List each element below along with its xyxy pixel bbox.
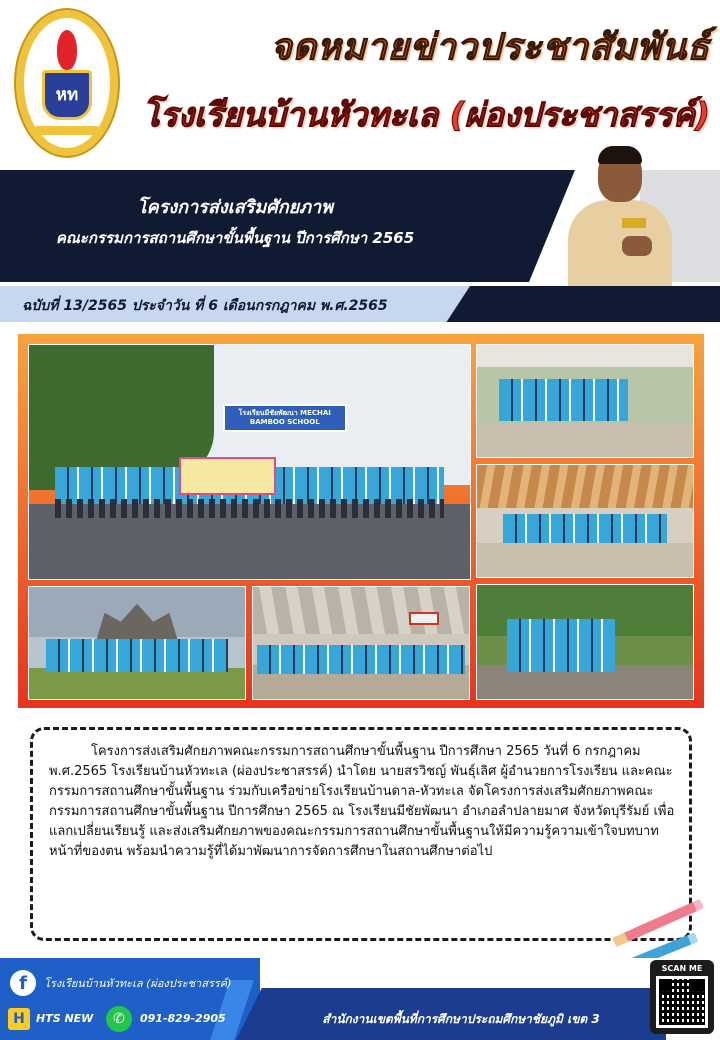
issue-bar bbox=[0, 286, 720, 322]
photo-group-dome bbox=[476, 464, 694, 578]
hts-icon: H bbox=[8, 1008, 30, 1030]
director-portrait bbox=[560, 140, 680, 290]
article-text: โครงการส่งเสริมศักยภาพคณะกรรมการสถานศึกษาขั้นพื้นฐาน ปีการศึกษา 2565 วันที่ 6 กรกฎาคม พ.ศ.2565 โรงเรียนบ้านหัวทะเล (ผ่องประชาสรรค์) นำโดย นายสรวิชญ์ พันธุ์เลิศ ผู้อำนวยการโรงเรียน และคณะกรรมการสถานศึกษาขั้นพื้นฐาน ร่วมกับเครือข่ายโรงเรียนบ้านดาล-หัวทะเล จัดโครงการส่งเสริมศักยภาพคณะกรรมการสถานศึกษาขั้นพื้นฐาน ปีการศึกษา 2565 ณ โรงเรียนมีชัยพัฒนา อำเภอลำปลายมาศ จังหวัดบุรีรัมย์ เพื่อแลกเปลี่ยนเรียนรู้ และส่งเสริมศักยภาพของคณะกรรมการสถานศึกษาขั้นพื้นฐานให้มีความรู้ความเข้าใจบทบาทหน้าที่ของตน พร้อมนำความรู้ที่ได้มาพัฒนาการจัดการศึกษาในสถานศึกษาต่อไป bbox=[49, 744, 675, 859]
phone-icon: ✆ bbox=[106, 1006, 132, 1032]
logo-shield: หท bbox=[42, 70, 92, 120]
photo-activity-table bbox=[476, 344, 694, 458]
phone-number[interactable]: 091-829-2905 bbox=[140, 1012, 226, 1025]
qr-code-icon[interactable] bbox=[656, 976, 708, 1028]
hts-label: HTS NEW bbox=[36, 1012, 94, 1025]
newsletter-title: จดหมายข่าวประชาสัมพันธ์ bbox=[270, 27, 710, 68]
facebook-icon[interactable]: f bbox=[10, 970, 36, 996]
photo-group-ruins bbox=[28, 586, 246, 700]
facebook-page-link[interactable]: โรงเรียนบ้านหัวทะเล (ผ่องประชาสรรค์) bbox=[44, 977, 232, 990]
flame-icon bbox=[57, 30, 77, 70]
photo-collage bbox=[18, 334, 704, 708]
qr-code-block[interactable] bbox=[650, 960, 714, 1034]
photo-group-school-sign bbox=[28, 344, 471, 580]
photo-activity-outdoor bbox=[476, 584, 694, 700]
article-box bbox=[30, 727, 692, 941]
school-name: โรงเรียนบ้านหัวทะเล (ผ่องประชาสรรค์) bbox=[142, 95, 710, 134]
office-name: สำนักงานเขตพื้นที่การศึกษาประถมศึกษาชัยภูมิ เขต 3 bbox=[322, 1012, 600, 1026]
school-logo bbox=[14, 8, 120, 158]
group-banner bbox=[179, 457, 276, 494]
project-title: โครงการส่งเสริมศักยภาพ bbox=[137, 197, 333, 218]
photo-meeting-hall bbox=[252, 586, 470, 700]
school-sign: โรงเรียนมีชัยพัฒนา MECHAI BAMBOO SCHOOL bbox=[223, 404, 346, 432]
qr-label: SCAN ME bbox=[661, 964, 703, 973]
project-subtitle: คณะกรรมการสถานศึกษาขั้นพื้นฐาน ปีการศึกษา 2565 bbox=[55, 229, 415, 247]
issue-info: ฉบับที่ 13/2565 ประจำวัน ที่ 6 เดือนกรกฎาคม พ.ศ.2565 bbox=[22, 298, 388, 314]
footer bbox=[0, 958, 720, 1040]
